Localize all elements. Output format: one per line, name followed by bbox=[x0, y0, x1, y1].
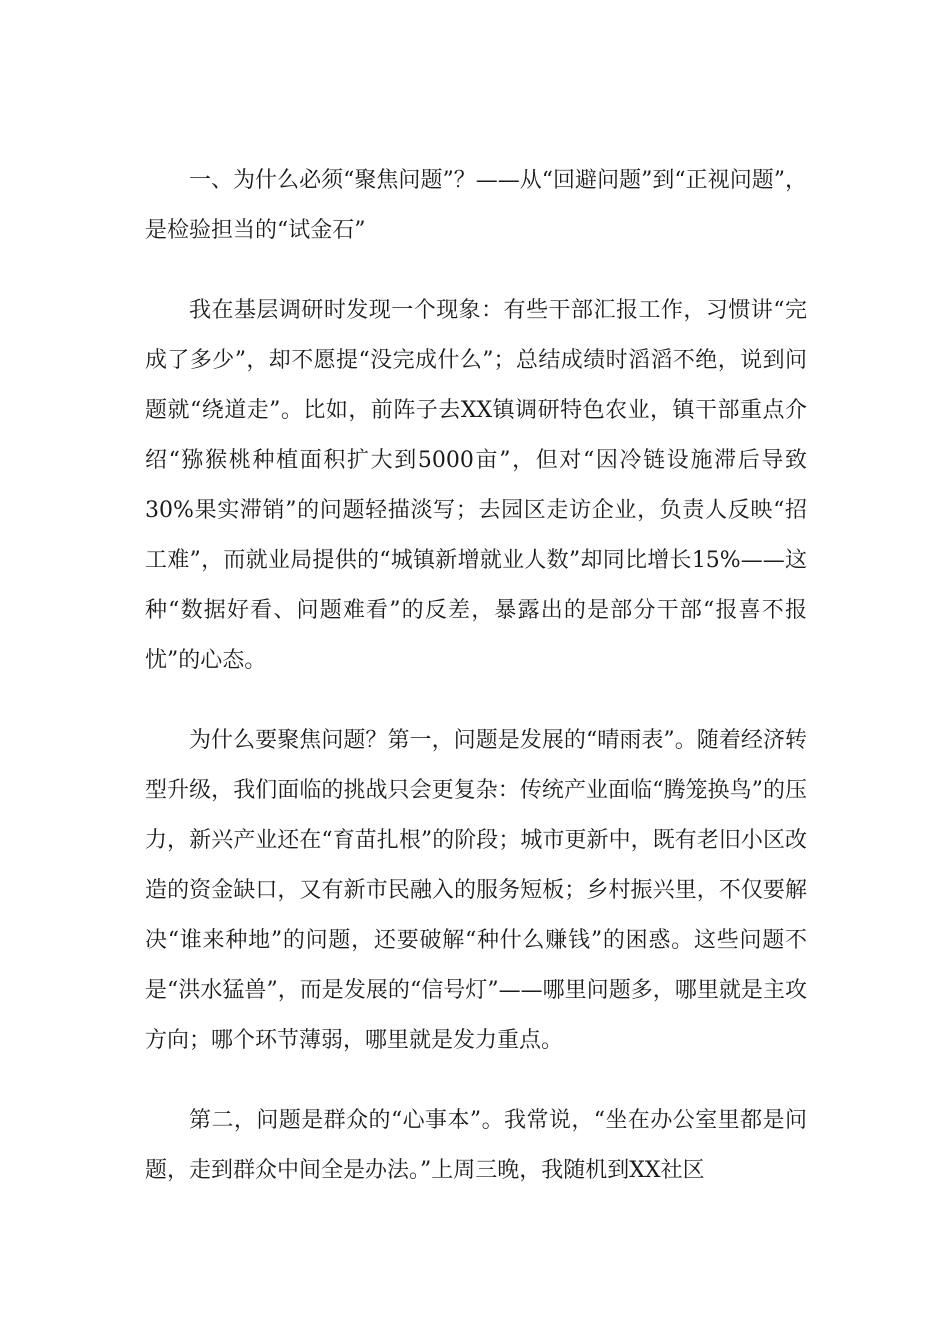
paragraph-why-focus: 为什么要聚焦问题？第一，问题是发展的“晴雨表”。随着经济转型升级，我们面临的挑战只会更复杂：传统产业面临“腾笼换鸟”的压力，新兴产业还在“育苗扎根”的阶段；城市更新中，既有老旧小区改造的资金缺口，又有新市民融入的服务短板；乡村振兴里，不仅要解决“谁来种地”的问题，还要破解“种什么赚钱”的困惑。这些问题不是“洪水猛兽”，而是发展的“信号灯”——哪里问题多，哪里就是主攻方向；哪个环节薄弱，哪里就是发力重点。 bbox=[145, 728, 807, 1053]
paragraph-observation: 我在基层调研时发现一个现象：有些干部汇报工作，习惯讲“完成了多少”，却不愿提“没完成什么”；总结成绩时滔滔不绝，说到问题就“绕道走”。比如，前阵子去XX镇调研特色农业，镇干部重点介绍“猕猴桃种植面积扩大到5000亩”，但对“因冷链设施滞后导致30%果实滞销”的问题轻描淡写；去园区走访企业，负责人反映“招工难”，而就业局提供的“城镇新增就业人数”却同比增长15%——这种“数据好看、问题难看”的反差，暴露出的是部分干部“报喜不报忧”的心态。 bbox=[145, 298, 807, 673]
paragraph-second-point: 第二，问题是群众的“心事本”。我常说，“坐在办公室里都是问题，走到群众中间全是办法。”上周三晚，我随机到XX社区 bbox=[145, 1108, 807, 1183]
section-heading: 一、为什么必须“聚焦问题”？——从“回避问题”到“正视问题”，是检验担当的“试金石” bbox=[145, 168, 807, 243]
document-body bbox=[145, 156, 807, 1226]
